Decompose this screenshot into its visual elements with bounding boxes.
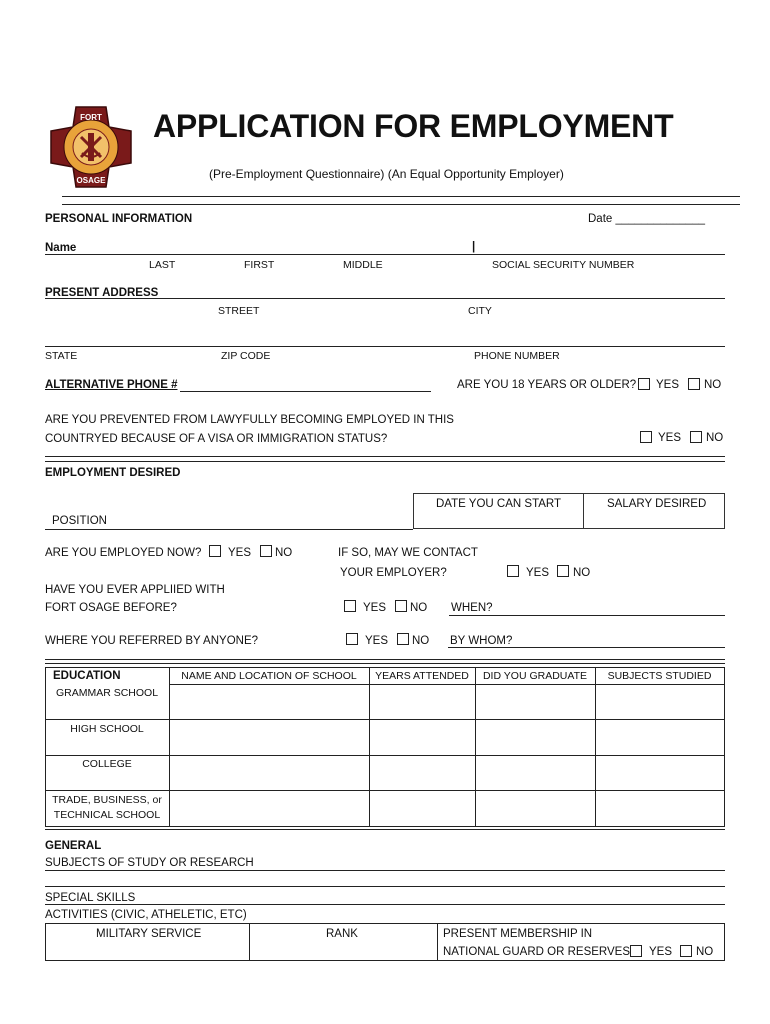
edu-col-line-5	[724, 667, 725, 826]
name-ssn-separator: |	[472, 241, 476, 253]
edu-row-line-2	[45, 755, 725, 756]
mil-col-line-3	[724, 923, 725, 960]
special-skills-field[interactable]	[45, 904, 725, 905]
edu-cell-high-school-name[interactable]	[170, 720, 368, 754]
visa-question-line2: COUNTRYED BECAUSE OF A VISA OR IMMIGRATION STATUS?	[45, 433, 388, 445]
edu-row-line-1	[45, 719, 725, 720]
edu-row-line-0	[45, 667, 725, 668]
age-yes-checkbox[interactable]	[638, 378, 650, 390]
page-subtitle: (Pre-Employment Questionnaire) (An Equal Opportunity Employer)	[209, 167, 564, 181]
section-general: GENERAL	[45, 840, 102, 852]
first-name-label: FIRST	[244, 259, 275, 271]
section-divider-1b	[45, 461, 725, 462]
employed-now-question: ARE YOU EMPLOYED NOW?	[45, 547, 202, 559]
edu-cell-trade-name[interactable]	[170, 791, 368, 825]
section-divider-3	[45, 829, 725, 830]
header-divider-1	[62, 196, 740, 197]
referred-yes-checkbox[interactable]	[346, 633, 358, 645]
employed-no-label: NO	[275, 547, 293, 559]
alternative-phone-label: ALTERNATIVE PHONE #	[45, 379, 178, 391]
header-divider-2	[62, 204, 740, 205]
applied-yes-label: YES	[363, 602, 387, 614]
visa-yes-checkbox[interactable]	[640, 431, 652, 443]
subjects-of-study-field-2[interactable]	[45, 886, 725, 887]
subjects-of-study-field[interactable]	[45, 870, 725, 871]
applied-no-label: NO	[410, 602, 428, 614]
position-label: POSITION	[52, 515, 107, 527]
subjects-of-study-label: SUBJECTS OF STUDY OR RESEARCH	[45, 857, 254, 869]
age-yes-label: YES	[656, 379, 680, 391]
edu-row-high-school: HIGH SCHOOL	[70, 723, 144, 735]
membership-yes-label: YES	[649, 946, 673, 958]
contact-employer-line1: IF SO, MAY WE CONTACT	[338, 547, 478, 559]
by-whom-label: BY WHOM?	[450, 635, 513, 647]
alternative-phone-field[interactable]	[180, 391, 431, 392]
membership-no-checkbox[interactable]	[680, 945, 692, 957]
edu-cell-grammar-school-name[interactable]	[170, 685, 368, 719]
edu-row-line-3	[45, 790, 725, 791]
city-label: CITY	[468, 305, 492, 317]
present-address-field[interactable]	[45, 298, 725, 299]
salary-desired-label: SALARY DESIRED	[607, 498, 707, 510]
mil-bottom-line	[45, 960, 725, 961]
when-label: WHEN?	[451, 602, 493, 614]
position-field[interactable]	[45, 529, 413, 530]
education-table	[45, 667, 725, 827]
applied-no-checkbox[interactable]	[395, 600, 407, 612]
zip-code-label: ZIP CODE	[221, 350, 271, 362]
edu-col-line-2	[369, 667, 370, 826]
special-skills-label: SPECIAL SKILLS	[45, 892, 136, 904]
employed-yes-checkbox[interactable]	[209, 545, 221, 557]
activities-label: ACTIVITIES (CIVIC, ATHELETIC, ETC)	[45, 909, 247, 921]
referred-no-checkbox[interactable]	[397, 633, 409, 645]
contact-no-checkbox[interactable]	[557, 565, 569, 577]
membership-line1: PRESENT MEMBERSHIP IN	[443, 928, 593, 940]
section-personal-information: PERSONAL INFORMATION	[45, 213, 193, 225]
visa-no-checkbox[interactable]	[690, 431, 702, 443]
mil-col-line-1	[249, 923, 250, 960]
last-name-label: LAST	[149, 259, 176, 271]
contact-yes-checkbox[interactable]	[507, 565, 519, 577]
edu-row-trade-line1: TRADE, BUSINESS, or	[52, 794, 162, 806]
referred-yes-label: YES	[365, 635, 389, 647]
present-address-label: PRESENT ADDRESS	[45, 287, 159, 299]
military-service-table	[45, 923, 725, 961]
mil-col-line-2	[437, 923, 438, 960]
state-label: STATE	[45, 350, 78, 362]
when-field[interactable]	[449, 615, 725, 616]
employed-yes-label: YES	[228, 547, 252, 559]
referred-no-label: NO	[412, 635, 430, 647]
middle-name-label: MIDDLE	[343, 259, 383, 271]
mil-top-line	[45, 923, 725, 924]
edu-col-line-4	[595, 667, 596, 826]
page-title: APPLICATION FOR EMPLOYMENT	[153, 108, 674, 144]
applied-before-line2: FORT OSAGE BEFORE?	[45, 602, 177, 614]
applied-yes-checkbox[interactable]	[344, 600, 356, 612]
rank-label: RANK	[326, 928, 358, 940]
edu-col-line-3	[475, 667, 476, 826]
phone-number-label: PHONE NUMBER	[474, 350, 560, 362]
membership-no-label: NO	[696, 946, 714, 958]
education-header: EDUCATION	[53, 670, 121, 682]
referred-question: WHERE YOU REFERRED BY ANYONE?	[45, 635, 259, 647]
edu-row-trade-line2: TECHNICAL SCHOOL	[53, 809, 161, 821]
applied-before-line1: HAVE YOU EVER APPLIIED WITH	[45, 584, 225, 596]
by-whom-field[interactable]	[448, 647, 725, 648]
membership-line2: NATIONAL GUARD OR RESERVES	[443, 946, 631, 958]
edu-col-years: YEARS ATTENDED	[375, 670, 469, 682]
edu-row-college: COLLEGE	[82, 758, 132, 770]
section-divider-1a	[45, 456, 725, 457]
section-divider-2b	[45, 663, 725, 664]
edu-col-school: NAME AND LOCATION OF SCHOOL	[181, 670, 357, 682]
membership-yes-checkbox[interactable]	[630, 945, 642, 957]
age-no-label: NO	[704, 379, 722, 391]
age-no-checkbox[interactable]	[688, 378, 700, 390]
edu-cell-college-name[interactable]	[170, 756, 368, 790]
employed-no-checkbox[interactable]	[260, 545, 272, 557]
date-field[interactable]: Date ______________	[588, 213, 706, 225]
military-service-label: MILITARY SERVICE	[96, 928, 202, 940]
ssn-label: SOCIAL SECURITY NUMBER	[492, 259, 635, 271]
name-label: Name	[45, 242, 77, 254]
section-divider-2a	[45, 659, 725, 660]
date-can-start-label: DATE YOU CAN START	[436, 498, 562, 510]
contact-yes-label: YES	[526, 567, 550, 579]
visa-yes-label: YES	[658, 432, 682, 444]
logo-bottom-text: OSAGE	[76, 176, 106, 185]
visa-no-label: NO	[706, 432, 724, 444]
state-zip-phone-field[interactable]	[45, 346, 725, 347]
edu-row-grammar-school: GRAMMAR SCHOOL	[55, 687, 159, 699]
mil-col-line-0	[45, 923, 46, 960]
section-employment-desired: EMPLOYMENT DESIRED	[45, 467, 181, 479]
street-label: STREET	[218, 305, 260, 317]
age-question: ARE YOU 18 YEARS OR OLDER?	[457, 379, 637, 391]
visa-question-line1: ARE YOU PREVENTED FROM LAWYFULLY BECOMING EMPLOYED IN THIS	[45, 414, 454, 426]
contact-employer-line2: YOUR EMPLOYER?	[340, 567, 447, 579]
name-field[interactable]	[45, 254, 725, 255]
contact-no-label: NO	[573, 567, 591, 579]
edu-col-subjects: SUBJECTS STUDIED	[607, 670, 712, 682]
fire-department-logo	[50, 105, 132, 189]
edu-col-graduate: DID YOU GRADUATE	[482, 670, 588, 682]
edu-row-line-4	[45, 826, 725, 827]
logo-top-text: FORT	[80, 113, 102, 122]
